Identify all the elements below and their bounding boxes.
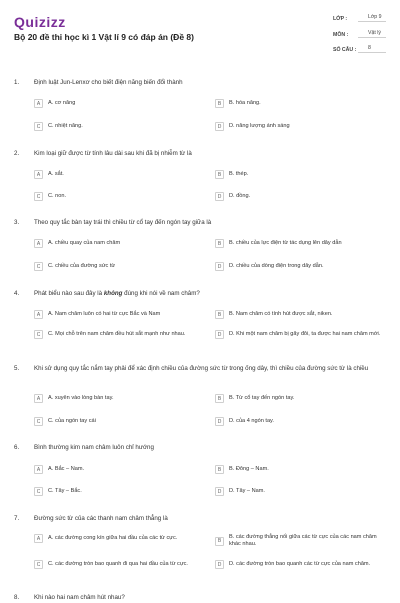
- option-key: D: [215, 122, 224, 131]
- option-key: A: [34, 239, 43, 248]
- option-text: C. non.: [48, 193, 67, 199]
- option-text: B. Từ cổ tay đến ngón tay.: [229, 395, 295, 401]
- option-key: C: [34, 262, 43, 271]
- option-text: B. Nam châm có tính hút được sắt, niken.: [229, 311, 333, 317]
- option-text: D. chiều của dòng điện trong dây dẫn.: [229, 263, 324, 269]
- option-key: A: [34, 465, 43, 474]
- option-b[interactable]: [215, 310, 390, 319]
- option-key: C: [34, 560, 43, 569]
- option-text: A. cơ năng: [48, 100, 76, 106]
- option-b[interactable]: [215, 170, 390, 179]
- option-key: A: [34, 394, 43, 403]
- option-key: C: [34, 192, 43, 201]
- meta-value-subject: Vật lý: [358, 29, 386, 38]
- option-d[interactable]: [215, 560, 390, 569]
- meta-value-class: Lớp 9: [358, 13, 386, 22]
- option-key: D: [215, 487, 224, 496]
- option-text: B. thép.: [229, 171, 249, 177]
- question-text-emphasis: không: [103, 290, 123, 297]
- option-b[interactable]: [215, 465, 390, 474]
- option-key: B: [215, 170, 224, 179]
- meta-label-count: SỐ CÂU :: [333, 47, 357, 53]
- option-d[interactable]: [215, 262, 390, 271]
- option-text: C. các đường tròn bao quanh đi qua hai đầu của từ cực.: [48, 561, 188, 567]
- option-c[interactable]: [34, 417, 204, 426]
- option-d[interactable]: [215, 417, 390, 426]
- option-text: A. sắt.: [48, 171, 64, 177]
- quizizz-logo: Quizizz: [14, 14, 66, 30]
- option-b[interactable]: [215, 394, 390, 403]
- option-text: D. của 4 ngón tay.: [229, 418, 274, 424]
- option-text: D. Tây – Nam.: [229, 488, 265, 494]
- option-c[interactable]: [34, 262, 204, 271]
- option-text: A. xuyên vào lòng bàn tay.: [48, 395, 114, 401]
- option-text: B. hóa năng.: [229, 100, 261, 106]
- question-text: Theo quy tắc bàn tay trái thì chiều từ cổ tay đến ngón tay giữa là: [34, 219, 212, 226]
- option-key: C: [34, 487, 43, 496]
- option-a[interactable]: [34, 534, 204, 543]
- option-key: A: [34, 534, 43, 543]
- option-text: B. Đông – Nam.: [229, 466, 269, 472]
- question-text: Bình thường kim nam châm luôn chỉ hướng: [34, 444, 154, 451]
- question-text: [34, 290, 384, 299]
- question-text: Khi nào hai nam châm hút nhau?: [34, 594, 125, 601]
- option-c[interactable]: [34, 487, 204, 496]
- option-key: C: [34, 417, 43, 426]
- question-number: 8.: [14, 594, 20, 601]
- option-d[interactable]: [215, 192, 390, 201]
- option-text: A. Bắc – Nam.: [48, 466, 85, 472]
- option-c[interactable]: [34, 122, 204, 131]
- option-key: D: [215, 192, 224, 201]
- option-text: A. Nam châm luôn có hai từ cực Bắc và Nam: [48, 311, 161, 317]
- option-d[interactable]: [215, 122, 390, 131]
- worksheet-header: [0, 0, 400, 62]
- option-key: D: [215, 417, 224, 426]
- option-b[interactable]: [215, 534, 390, 548]
- option-text: C. của ngón tay cái: [48, 418, 96, 424]
- question-text-start: Phát biểu nào sau đây là: [34, 290, 104, 297]
- option-text: C. nhiệt năng.: [48, 123, 83, 129]
- question-number: 4.: [14, 290, 20, 297]
- option-b[interactable]: [215, 99, 390, 108]
- option-key: B: [215, 310, 224, 319]
- question-text-end: đúng khi nói về nam châm?: [122, 290, 200, 297]
- option-c[interactable]: [34, 560, 204, 569]
- option-key: C: [34, 330, 43, 339]
- question-number: 2.: [14, 150, 20, 157]
- option-text: C. Tây – Bắc.: [48, 488, 82, 494]
- option-text: A. các đường cong kín giữa hai đầu của các từ cực.: [48, 535, 178, 541]
- page-title: Bộ 20 đề thi học kì 1 Vật lí 9 có đáp án (Đề 8): [14, 32, 194, 42]
- question-number: 5.: [14, 365, 20, 372]
- meta-value-count: 8: [358, 44, 386, 53]
- question-text: Kim loại giữ được từ tính lâu dài sau khi đã bị nhiễm từ là: [34, 150, 192, 157]
- option-key: B: [215, 99, 224, 108]
- option-text: B. chiều của lực điện từ tác dụng lên dây dẫn: [229, 240, 342, 246]
- question-text: Khi sử dụng quy tắc nắm tay phải để xác định chiều của đường sức từ trong ống dây, thì chiều của đường sức từ là chiều: [34, 365, 369, 372]
- option-c[interactable]: [34, 330, 204, 339]
- option-text: D. đồng.: [229, 193, 251, 199]
- meta-label-class: LỚP :: [333, 16, 348, 22]
- option-key: D: [215, 330, 224, 339]
- question-number: 6.: [14, 444, 20, 451]
- option-key: B: [215, 465, 224, 474]
- option-text: D. năng lượng ánh sáng: [229, 123, 290, 129]
- question-number: 1.: [14, 79, 20, 86]
- question-number: 7.: [14, 515, 20, 522]
- question-number: 3.: [14, 219, 20, 226]
- option-key: D: [215, 262, 224, 271]
- option-text: B. các đường thẳng nối giữa các từ cực của các nam châm khác nhau.: [229, 534, 377, 547]
- option-key: B: [215, 394, 224, 403]
- meta-label-subject: MÔN :: [333, 32, 349, 38]
- option-key: B: [215, 239, 224, 248]
- option-key: B: [215, 537, 224, 546]
- option-d[interactable]: [215, 330, 390, 339]
- option-key: D: [215, 560, 224, 569]
- option-a[interactable]: [34, 465, 204, 474]
- option-a[interactable]: [34, 394, 204, 403]
- option-text: D. các đường tròn bao quanh các từ cực của nam châm.: [229, 561, 371, 567]
- option-key: A: [34, 170, 43, 179]
- option-text: C. Mọi chỗ trên nam châm đều hút sắt mạnh như nhau.: [48, 331, 186, 337]
- option-key: A: [34, 310, 43, 319]
- option-text: D. Khi một nam châm bị gãy đôi, ta được hai nam châm mới.: [229, 331, 381, 337]
- option-text: A. chiều quay của nam châm: [48, 240, 121, 246]
- option-b[interactable]: [215, 239, 390, 248]
- option-key: A: [34, 99, 43, 108]
- option-a[interactable]: [34, 99, 204, 108]
- option-text: C. chiều của đường sức từ: [48, 263, 116, 269]
- option-a[interactable]: [34, 310, 204, 319]
- option-a[interactable]: [34, 170, 204, 179]
- option-c[interactable]: [34, 192, 204, 201]
- question-text: Định luật Jun-Lenxơ cho biết điện năng biến đổi thành: [34, 79, 183, 86]
- option-key: C: [34, 122, 43, 131]
- option-d[interactable]: [215, 487, 390, 496]
- option-a[interactable]: [34, 239, 204, 248]
- question-text: Đường sức từ của các thanh nam châm thẳng là: [34, 515, 168, 522]
